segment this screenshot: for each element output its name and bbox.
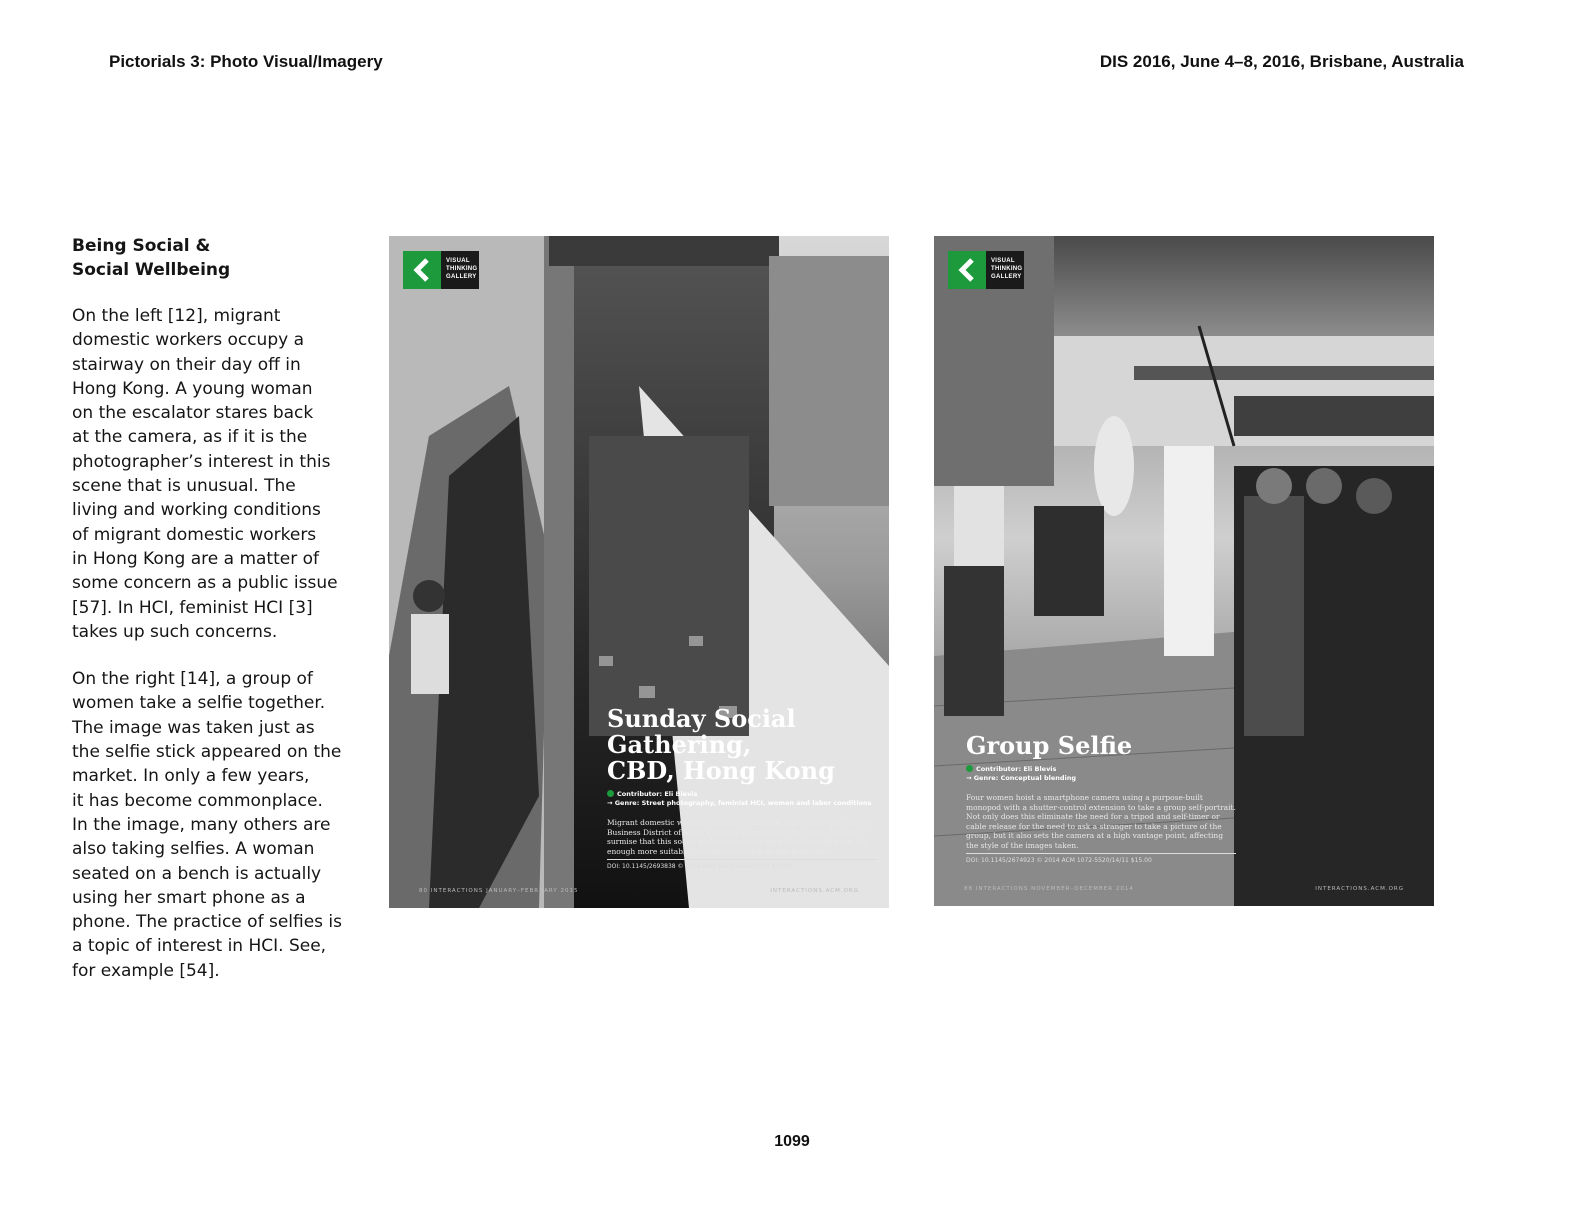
- footer-issue: 88 INTERACTIONS NOVEMBER–DECEMBER 2014: [964, 886, 1134, 892]
- doi-line: DOI: 10.1145/2674923 © 2014 ACM 1072-5520/14/11 $15.00: [966, 853, 1236, 864]
- article-title: Group Selfie: [966, 731, 1133, 760]
- running-header-right: DIS 2016, June 4–8, 2016, Brisbane, Australia: [1099, 52, 1464, 71]
- article-description: Four women hoist a smartphone camera using a purpose-built monopod with a shutter-control extension to take a group self-portrait. Not only does this eliminate the need for a tripod and self-timer or cable release for the need to ask a stranger to take a picture of the group, but it also sets the camera at a high vantage point, affecting the style of the images taken.: [966, 793, 1236, 850]
- page-number: 1099: [774, 1133, 810, 1150]
- section-heading-line2: Social Wellbeing: [72, 260, 231, 280]
- article-title: Sunday Social Gathering, CBD, Hong Kong: [607, 704, 835, 785]
- magazine-page-right: [934, 236, 1434, 906]
- contributor: Contributor: Eli Blevis: [617, 790, 698, 798]
- arrow-right-icon: →: [966, 774, 974, 782]
- section-heading-line1: Being Social &: [72, 236, 211, 256]
- section-heading: [72, 234, 352, 282]
- genre: Genre: Conceptual blending: [973, 774, 1077, 782]
- article-description: Migrant domestic workers occupy an outdoor stairway in the Central Business District of Hong Kong on a Sunday in May 2014. We can surmise that this social gathering occurs here because there are not enough more suitable locations available to this population.: [607, 818, 871, 856]
- magazine-footer: [964, 886, 1404, 892]
- running-header-left: Pictorials 3: Photo Visual/Imagery: [109, 52, 383, 71]
- contributor-icon: [607, 790, 614, 797]
- sidebar-text: [72, 234, 352, 1006]
- visual-thinking-gallery-badge: [948, 251, 1024, 289]
- magazine-page-left: [389, 236, 889, 908]
- paragraph-left-image: On the left [12], migrant domestic workers occupy a stairway on their day off in Hong Kong. A young woman on the escalator stares back at the camera, as if it is the photographer’s interest in this scene that is unusual. The living and working conditions of migrant domestic workers in Hong Kong are a matter of some concern as a public issue [57]. In HCI, feminist HCI [3] takes up such concerns.: [72, 306, 338, 642]
- footer-site: INTERACTIONS.ACM.ORG: [770, 888, 859, 894]
- contributor: Contributor: Eli Blevis: [976, 765, 1057, 773]
- magazine-footer: [419, 888, 859, 894]
- footer-site: INTERACTIONS.ACM.ORG: [1315, 886, 1404, 892]
- article-caption-left: [607, 706, 877, 870]
- paragraph-right-image: On the right [14], a group of women take a selfie together. The image was taken just as the selfie stick appeared on the market. In only a few years, it has become commonplace. In the image, many others are also taking selfies. A woman seated on a bench is actually using her smart phone as a phone. The practice of selfies is a topic of interest in HCI. See, for example [54].: [72, 669, 343, 981]
- doi-line: DOI: 10.1145/2693838 © 2015 ACM 1072-5520/15/01 $15.00: [607, 859, 877, 870]
- badge-label: VISUAL THINKING GALLERY: [986, 251, 1024, 289]
- article-caption-right: [966, 733, 1236, 864]
- genre: Genre: Street photography, feminist HCI, women and labor conditions: [614, 799, 872, 807]
- footer-issue: 80 INTERACTIONS JANUARY–FEBRUARY 2015: [419, 888, 579, 894]
- chevron-left-icon: [948, 251, 986, 289]
- arrow-right-icon: →: [607, 799, 615, 807]
- contributor-icon: [966, 765, 973, 772]
- chevron-left-icon: [403, 251, 441, 289]
- visual-thinking-gallery-badge: [403, 251, 479, 289]
- badge-label: VISUAL THINKING GALLERY: [441, 251, 479, 289]
